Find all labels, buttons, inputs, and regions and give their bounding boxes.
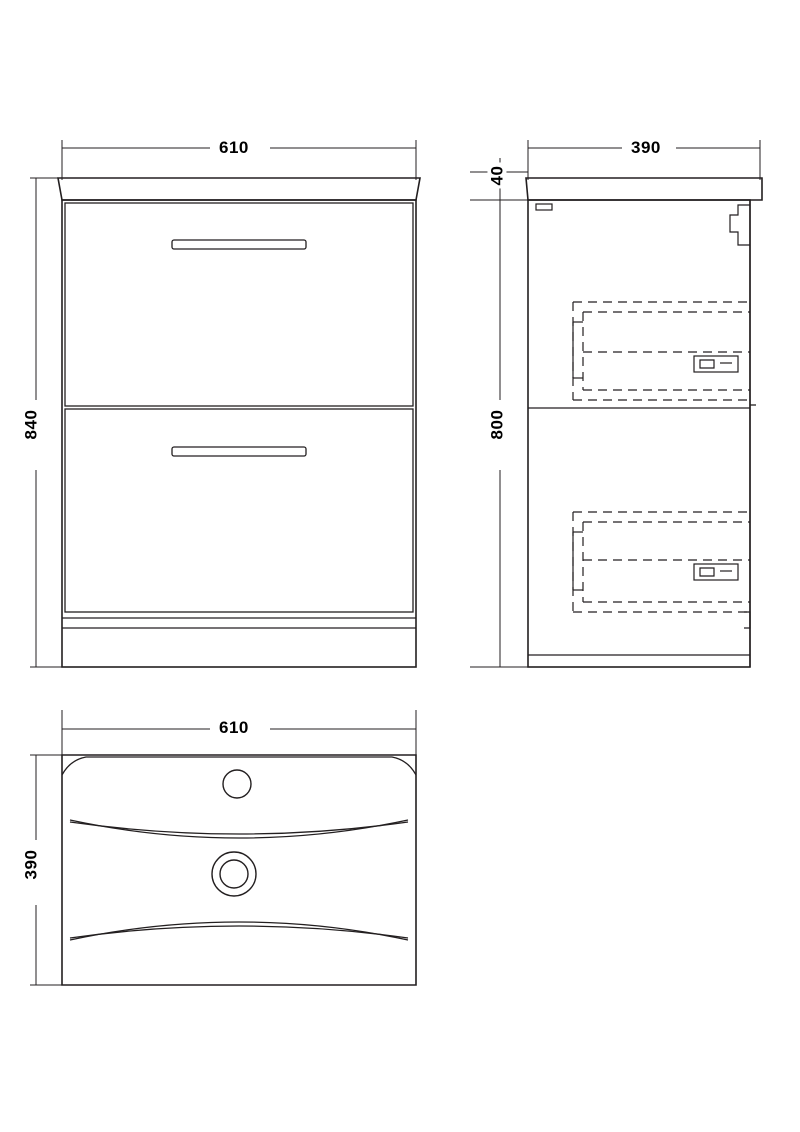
plan-depth-label: 390 — [21, 847, 40, 883]
front-height-label: 840 — [21, 407, 40, 443]
handle-bar-upper-icon — [172, 240, 306, 249]
front-upper-drawer — [65, 203, 413, 406]
top-plan-view — [30, 710, 416, 985]
side-carcass — [528, 200, 750, 667]
tap-hole-icon — [223, 770, 251, 798]
side-top-notch — [730, 205, 750, 245]
handle-bar-lower-icon — [172, 447, 306, 456]
side-lower-drawer-box — [573, 512, 750, 612]
front-width-label: 610 — [216, 138, 252, 157]
side-countertop — [526, 178, 762, 200]
side-depth-label: 390 — [628, 138, 664, 157]
waste-outlet-outer-icon — [212, 852, 256, 896]
side-front-foot — [744, 612, 750, 628]
front-countertop — [58, 178, 420, 200]
basin-rear-curve — [70, 820, 408, 838]
plan-rear-corner-radius — [62, 757, 416, 775]
side-top-thickness-label: 40 — [487, 163, 506, 189]
basin-front-curve — [70, 922, 408, 940]
basin-front-curve-inner — [70, 926, 408, 938]
front-carcass — [62, 200, 416, 667]
side-upper-drawer-box — [573, 302, 750, 400]
front-elevation-view — [30, 140, 420, 667]
side-carcass-height-label: 800 — [487, 407, 506, 443]
plan-outline — [62, 755, 416, 985]
side-elevation-view — [470, 140, 762, 667]
plan-width-label: 610 — [216, 718, 252, 737]
basin-rear-curve-inner — [70, 822, 408, 834]
wall-bracket-icon — [536, 204, 552, 210]
waste-outlet-inner-icon — [220, 860, 248, 888]
front-lower-drawer — [65, 409, 413, 612]
